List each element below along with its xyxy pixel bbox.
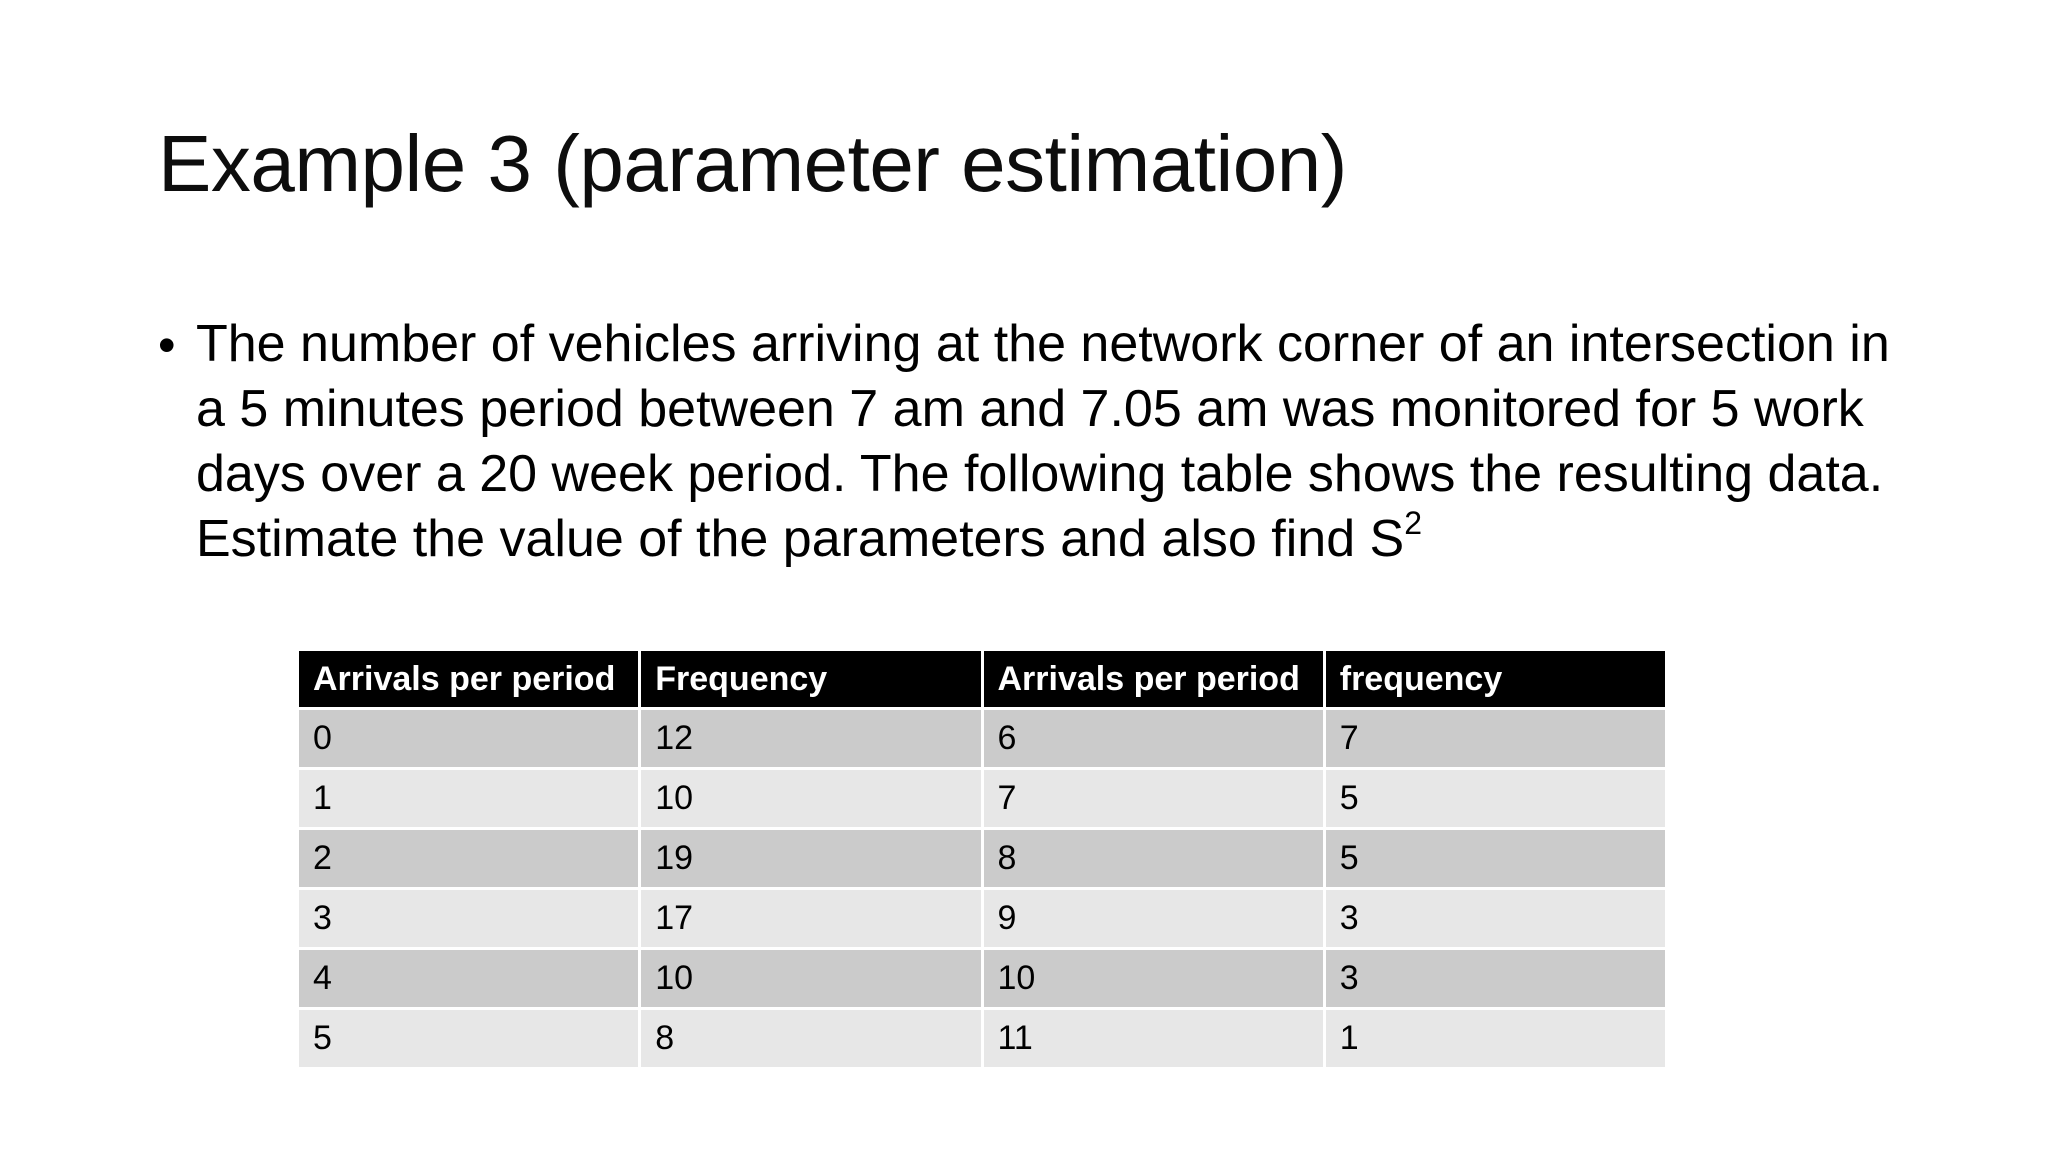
- table-cell: 0: [298, 709, 640, 769]
- table-cell: 17: [640, 889, 982, 949]
- table-cell: 10: [640, 769, 982, 829]
- slide-title: Example 3 (parameter estimation): [158, 119, 1347, 208]
- table-cell: 8: [982, 829, 1324, 889]
- table-cell: 10: [640, 949, 982, 1009]
- table-cell: 3: [298, 889, 640, 949]
- bullet-item: [158, 312, 1898, 572]
- table-header-cell: Frequency: [640, 650, 982, 709]
- table-cell: 4: [298, 949, 640, 1009]
- table-cell: 6: [982, 709, 1324, 769]
- table-cell: 1: [298, 769, 640, 829]
- table-cell: 5: [1324, 829, 1666, 889]
- table-header-cell: Arrivals per period: [298, 650, 640, 709]
- table-cell: 7: [1324, 709, 1666, 769]
- table-row: [298, 889, 1667, 949]
- table-header-row: [298, 650, 1667, 709]
- table-cell: 12: [640, 709, 982, 769]
- table-cell: 5: [298, 1009, 640, 1069]
- table-header-cell: Arrivals per period: [982, 650, 1324, 709]
- table-cell: 8: [640, 1009, 982, 1069]
- table-cell: 3: [1324, 889, 1666, 949]
- table-row: [298, 949, 1667, 1009]
- frequency-table: [296, 648, 1668, 1070]
- table-row: [298, 709, 1667, 769]
- table-header-cell: frequency: [1324, 650, 1666, 709]
- table-row: [298, 1009, 1667, 1069]
- table-cell: 5: [1324, 769, 1666, 829]
- table-cell: 3: [1324, 949, 1666, 1009]
- table-cell: 19: [640, 829, 982, 889]
- table-cell: 2: [298, 829, 640, 889]
- table-row: [298, 829, 1667, 889]
- superscript: 2: [1404, 504, 1423, 541]
- table-cell: 7: [982, 769, 1324, 829]
- table-row: [298, 769, 1667, 829]
- table-cell: 1: [1324, 1009, 1666, 1069]
- table-cell: 11: [982, 1009, 1324, 1069]
- bullet-text: [196, 312, 1896, 572]
- table-cell: 10: [982, 949, 1324, 1009]
- bullet-body: The number of vehicles arriving at the network corner of an intersection in a 5 minutes period between 7 am and 7.05 am was monitored for 5 work days over a 20 week period. The following table shows the resulting data. Estimate the value of the parameters and also find S: [196, 315, 1890, 568]
- bullet-marker: •: [158, 317, 176, 373]
- table-cell: 9: [982, 889, 1324, 949]
